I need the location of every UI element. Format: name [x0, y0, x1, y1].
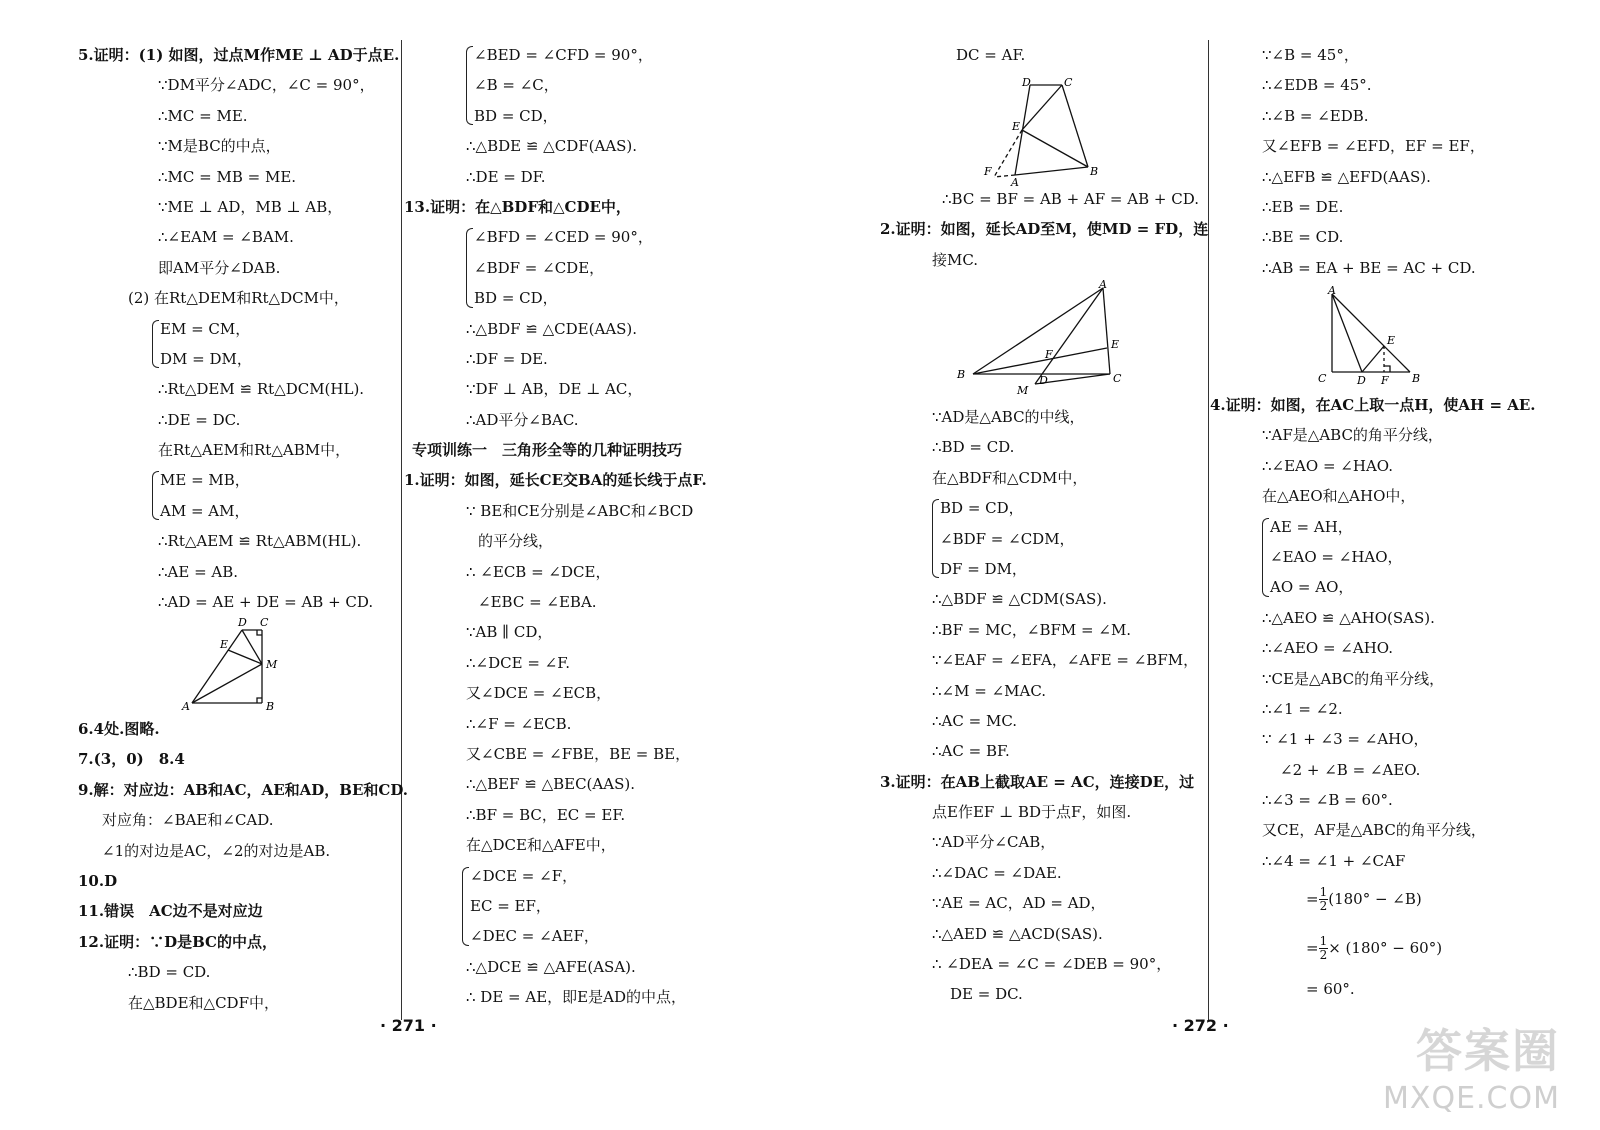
- text-line: ∴ DE = AE，即E是AD的中点，: [466, 988, 686, 1007]
- point-label: F: [1381, 374, 1389, 387]
- text-line: ∵∠EAF = ∠EFA，∠AFE = ∠BFM，: [932, 651, 1199, 670]
- text-line: 点E作EF ⊥ BD于点F，如图.: [932, 803, 1132, 822]
- text-line: 对应角：∠BAE和∠CAD.: [102, 811, 274, 830]
- text-line: ∴∠1 = ∠2.: [1262, 699, 1343, 718]
- fraction-denominator: 2: [1319, 898, 1328, 913]
- text-line: 又∠CBE = ∠FBE，BE = BE，: [466, 744, 691, 763]
- text-line: ∴∠AEO = ∠AHO.: [1262, 639, 1393, 658]
- text-line: ∵DM平分∠ADC，∠C = 90°，: [158, 76, 375, 95]
- expression: × (180° − 60°): [1328, 939, 1443, 958]
- segment-ac: [1103, 288, 1110, 374]
- right-angle-mark: [1384, 366, 1390, 372]
- text-line: BD = CD，: [474, 106, 558, 125]
- point-label: D: [238, 618, 247, 629]
- point-label: E: [1111, 338, 1120, 351]
- text-line: 2.证明：如图，延长AD至M，使MD = FD，连: [880, 220, 1209, 239]
- column-2: [404, 40, 804, 1013]
- column-1-continued: [78, 714, 409, 1018]
- text-line: ∴△AEO ≌ △AHO(SAS).: [1262, 608, 1435, 627]
- text-line: ∵DF ⊥ AB，DE ⊥ AC，: [466, 380, 643, 399]
- text-line: AM = AM，: [160, 501, 250, 520]
- text-line: ∠BFD = ∠CED = 90°，: [474, 228, 653, 247]
- equation-system: [460, 861, 804, 952]
- text-line: ∴AB = EA + BE = AC + CD.: [1262, 258, 1476, 277]
- text-line: ∴∠F = ∠ECB.: [466, 714, 572, 733]
- text-line: ∴∠DCE = ∠F.: [466, 653, 571, 672]
- equation-system: [1260, 512, 1580, 603]
- text-line: ∴△BDE ≌ △CDF(AAS).: [466, 137, 638, 156]
- text-line: ∠BDF = ∠CDM，: [940, 529, 1075, 548]
- text-line: ∴BD = CD.: [128, 963, 211, 982]
- column-3-part-c: [880, 402, 1205, 1010]
- expression: (180° − ∠B): [1328, 890, 1422, 909]
- text-line: 11.错误 AC边不是对应边: [78, 902, 263, 921]
- point-label: C: [1064, 76, 1073, 89]
- text-line: EM = CM，: [160, 319, 251, 338]
- text-line: ∠BDF = ∠CDE，: [474, 258, 605, 277]
- text-line: 5.证明：(1) 如图，过点M作ME ⊥ AD于点E.: [78, 46, 400, 64]
- text-line: 在△AEO和△AHO中，: [1262, 487, 1416, 506]
- text-line: ∴△DCE ≌ △AFE(ASA).: [466, 957, 636, 976]
- segment-ad: [192, 630, 242, 703]
- text-line: ∠DCE = ∠F，: [470, 866, 578, 885]
- segment-am: [1035, 288, 1103, 384]
- text-line: 3.证明：在AB上截取AE = AC，连接DE，过: [880, 772, 1195, 791]
- fraction-denominator: 2: [1319, 947, 1328, 962]
- point-label: B: [266, 700, 275, 713]
- text-line: AE = AH，: [1270, 517, 1353, 536]
- text-line: ∴ ∠DEA = ∠C = ∠DEB = 90°，: [932, 955, 1172, 974]
- equation-line: [1210, 876, 1580, 922]
- text-line: ∵ME ⊥ AD，MB ⊥ AB，: [158, 197, 343, 216]
- text-line: ∴∠3 = ∠B = 60°.: [1262, 791, 1393, 810]
- segment-ef-dashed: [994, 130, 1022, 177]
- text-line: DC = AF.: [956, 46, 1026, 64]
- text-line: 在Rt△AEM和Rt△ABM中，: [158, 441, 351, 460]
- figure-triangle-3: [955, 278, 1135, 400]
- point-label: C: [260, 618, 269, 629]
- text-line: 的平分线，: [478, 532, 554, 551]
- point-label: B: [957, 368, 966, 381]
- text-line: ∵CE是△ABC的角平分线，: [1262, 669, 1445, 688]
- equation-system: [930, 493, 1205, 584]
- watermark: [1383, 1015, 1560, 1116]
- column-3-part-b: [880, 184, 1209, 275]
- text-line: ∴△BEF ≌ △BEC(AAS).: [466, 775, 635, 794]
- text-line: ∵∠B = 45°，: [1262, 46, 1359, 64]
- segment-de: [1362, 346, 1384, 372]
- text-line: ∵ ∠1 + ∠3 = ∠AHO，: [1262, 730, 1429, 749]
- point-label: A: [1011, 176, 1019, 187]
- text-line: ∵M是BC的中点，: [158, 137, 281, 156]
- text-line: (2) 在Rt△DEM和Rt△DCM中，: [128, 289, 349, 308]
- text-line: ∴∠EAM = ∠BAM.: [158, 228, 294, 247]
- equation-system: [150, 314, 398, 375]
- text-line: ∴AC = MC.: [932, 711, 1018, 730]
- text-line: ∴AD平分∠BAC.: [466, 410, 579, 429]
- text-line: ∴BD = CD.: [932, 438, 1015, 457]
- text-line: ME = MB，: [160, 471, 250, 490]
- point-label: D: [1022, 76, 1031, 89]
- point-label: M: [266, 658, 278, 671]
- text-line: ∴∠B = ∠EDB.: [1262, 106, 1369, 125]
- text-line: DE = DC.: [950, 985, 1023, 1004]
- figure-trapezoid-2: [980, 75, 1110, 187]
- point-label: A: [1099, 278, 1107, 291]
- equation-system: [150, 465, 398, 526]
- text-line: 在△BDF和△CDM中，: [932, 468, 1088, 487]
- point-label: C: [1318, 372, 1327, 385]
- fraction-numerator: 1: [1319, 933, 1328, 948]
- column-divider-2: [1208, 40, 1209, 1020]
- text-line: ∴BF = BC，EC = EF.: [466, 805, 626, 824]
- watermark-url: MXQE.COM: [1383, 1081, 1560, 1116]
- text-line: 7.(3，0) 8.4: [78, 750, 185, 769]
- point-label: A: [1328, 284, 1336, 297]
- segment-em: [228, 650, 262, 664]
- point-label: E: [220, 638, 229, 651]
- equals-sign: =: [1306, 939, 1319, 958]
- text-line: 13.证明：在△BDF和△CDE中，: [404, 197, 631, 216]
- text-line: ∴△EFB ≌ △EFD(AAS).: [1262, 167, 1431, 186]
- segment-ab: [1332, 294, 1410, 372]
- text-line: DF = DM，: [940, 559, 1027, 578]
- equation-system: [464, 222, 804, 313]
- text-line: ∴BE = CD.: [1262, 228, 1344, 247]
- equation-line: [1210, 922, 1580, 974]
- text-line: 在△DCE和△AFE中，: [466, 836, 616, 855]
- text-line: ∴ ∠ECB = ∠DCE，: [466, 562, 611, 581]
- text-line: ∠EAO = ∠HAO，: [1270, 547, 1403, 566]
- point-label: E: [1387, 334, 1396, 347]
- segment-ab: [1015, 167, 1088, 175]
- segment-am: [192, 664, 262, 703]
- text-line: ∴Rt△AEM ≌ Rt△ABM(HL).: [158, 532, 362, 551]
- text-line: = 60°.: [1306, 980, 1355, 999]
- text-line: ∠B = ∠C，: [474, 76, 559, 95]
- watermark-text: 答案圈: [1416, 1024, 1560, 1078]
- text-line: ∵AE = AC，AD = AD，: [932, 894, 1106, 913]
- text-line: ∴BC = BF = AB + AF = AB + CD.: [942, 190, 1199, 208]
- text-line: BD = CD，: [940, 499, 1024, 518]
- text-line: 接MC.: [932, 250, 979, 269]
- fraction-numerator: 1: [1319, 884, 1328, 899]
- text-line: ∠1的对边是AC，∠2的对边是AB.: [102, 841, 331, 860]
- column-divider-1: [401, 40, 402, 1020]
- text-line: ∠EBC = ∠EBA.: [478, 593, 597, 612]
- point-label: B: [1412, 372, 1421, 385]
- text-line: ∴DE = DC.: [158, 410, 241, 429]
- point-label: C: [1113, 372, 1122, 385]
- text-line: ∴MC = MB = ME.: [158, 167, 297, 186]
- text-line: ∴MC = ME.: [158, 106, 248, 125]
- figure-quadrilateral-1: [180, 618, 290, 718]
- text-line: 1.证明：如图，延长CE交BA的延长线于点F.: [404, 471, 707, 490]
- point-label: F: [1045, 348, 1053, 361]
- section-heading: 专项训练一 三角形全等的几种证明技巧: [412, 441, 683, 460]
- point-label: A: [182, 700, 190, 713]
- text-line: 6.4处.图略.: [78, 720, 160, 738]
- segment-ad: [1332, 294, 1362, 372]
- text-line: ∠2 + ∠B = ∠AEO.: [1280, 760, 1421, 779]
- text-line: EC = EF，: [470, 896, 551, 915]
- text-line: ∵AD是△ABC的中线，: [932, 408, 1085, 426]
- column-3: [880, 40, 1200, 70]
- text-line: ∴AD = AE + DE = AB + CD.: [158, 593, 374, 612]
- text-line: ∴DE = DF.: [466, 167, 546, 186]
- right-angle-mark: [257, 630, 262, 635]
- fraction: [1319, 935, 1329, 962]
- equals-sign: =: [1306, 890, 1319, 909]
- right-angle-mark: [257, 698, 262, 703]
- text-line: ∵ BE和CE分别是∠ABC和∠BCD: [466, 501, 694, 520]
- point-label: B: [1090, 165, 1099, 178]
- text-line: ∵AF是△ABC的角平分线，: [1262, 426, 1443, 445]
- text-line: DM = DM，: [160, 349, 252, 368]
- point-label: E: [1012, 120, 1021, 133]
- column-4: [1238, 40, 1578, 283]
- text-line: 又∠EFB = ∠EFD，EF = EF，: [1262, 137, 1485, 156]
- text-line: ∴DF = DE.: [466, 349, 548, 368]
- text-line: ∴△AED ≌ △ACD(SAS).: [932, 924, 1103, 943]
- text-line: ∴∠EAO = ∠HAO.: [1262, 456, 1393, 475]
- text-line: ∴△BDF ≌ △CDM(SAS).: [932, 590, 1107, 609]
- equation-system: [464, 40, 804, 131]
- text-line: 10.D: [78, 871, 118, 890]
- page-number: · 272 ·: [1172, 1016, 1229, 1035]
- fraction: [1319, 886, 1329, 913]
- text-line: 又CE，AF是△ABC的角平分线，: [1262, 821, 1486, 840]
- text-line: 又∠DCE = ∠ECB，: [466, 684, 612, 703]
- text-line: 9.解：对应边：AB和AC，AE和AD，BE和CD.: [78, 780, 409, 799]
- point-label: M: [1017, 384, 1029, 397]
- segment-ec: [1022, 85, 1062, 130]
- text-line: ∴EB = DE.: [1262, 197, 1344, 216]
- text-line: ∴∠M = ∠MAC.: [932, 681, 1047, 700]
- text-line: ∠DEC = ∠AEF，: [470, 927, 599, 946]
- figure-right-triangle-4: [1312, 284, 1432, 388]
- text-line: ∴BF = MC，∠BFM = ∠M.: [932, 620, 1132, 639]
- point-label: D: [1357, 374, 1366, 387]
- text-line: ∴∠EDB = 45°.: [1262, 76, 1372, 95]
- text-line: AO = AO，: [1270, 578, 1354, 597]
- text-line: ∴∠4 = ∠1 + ∠CAF: [1262, 851, 1406, 870]
- text-line: ∴AE = AB.: [158, 562, 239, 581]
- text-line: ∴△BDF ≌ △CDE(AAS).: [466, 319, 638, 338]
- text-line: ∴∠DAC = ∠DAE.: [932, 863, 1062, 882]
- text-line: 在△BDE和△CDF中，: [128, 993, 279, 1012]
- column-4-part-b: [1210, 390, 1580, 1005]
- text-line: ∠BED = ∠CFD = 90°，: [474, 46, 653, 64]
- text-line: BD = CD，: [474, 289, 558, 308]
- point-label: F: [984, 165, 992, 178]
- text-line: ∴AC = BF.: [932, 742, 1010, 761]
- text-line: 4.证明：如图，在AC上取一点H，使AH = AE.: [1210, 396, 1536, 414]
- column-1: [78, 40, 398, 617]
- text-line: ∴Rt△DEM ≌ Rt△DCM(HL).: [158, 380, 365, 399]
- point-label: D: [1039, 374, 1048, 387]
- text-line: ∵AD平分∠CAB，: [932, 833, 1056, 852]
- text-line: ∵AB ∥ CD，: [466, 623, 553, 642]
- text-line: 12.证明：∵D是BC的中点，: [78, 932, 277, 951]
- page-number: · 271 ·: [380, 1016, 437, 1035]
- text-line: 即AM平分∠DAB.: [158, 258, 281, 277]
